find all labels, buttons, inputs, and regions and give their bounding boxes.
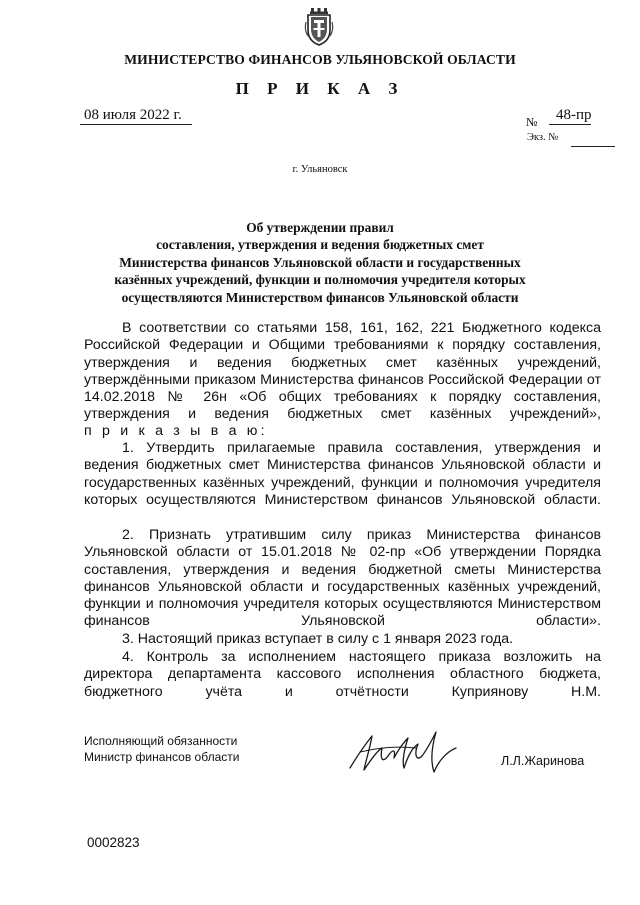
city: г. Ульяновск — [292, 164, 348, 175]
title-line: осуществляются Министерством финансов Ульяновской области — [121, 289, 519, 305]
handwritten-signature — [346, 728, 464, 776]
position-line: Министр финансов области — [84, 750, 240, 764]
copy-number-label: Экз. № — [527, 132, 559, 143]
position-line: Исполняющий обязанности — [84, 734, 238, 748]
item-2: 2. Признать утратившим силу приказ Министерства финансов Ульяновской области от 15.01.2018 № 02-пр «Об утверждении Порядка составления, утверждения и ведения бюджетной сметы Министерства финансов Ульяновской области и государственных казённых учреждений, функции и полномочия учредителя которых осуществляются Министерством финансов Ульяновской области». — [84, 527, 601, 630]
signer-name: Л.Л.Жаринова — [501, 754, 585, 768]
signatory-position — [84, 733, 239, 765]
document-number: 48-пр — [556, 107, 592, 123]
item-4: 4. Контроль за исполнением настоящего приказа возложить на директора департамента кассового исполнения областного бюджета, бюджетного учёта и отчётности Куприянову Н.М. — [84, 649, 601, 700]
date-underline — [80, 124, 192, 125]
document-title — [110, 219, 530, 306]
title-line: составления, утверждения и ведения бюджетных смет — [156, 237, 484, 253]
copy-number-underline — [571, 146, 615, 147]
title-line: Об утверждении правил — [246, 220, 394, 235]
number-underline — [549, 124, 591, 125]
registration-number: 0002823 — [87, 835, 140, 850]
item-1: 1. Утвердить прилагаемые правила составления, утверждения и ведения бюджетных смет Министерства финансов Ульяновской области и государственных казённых учреждений, функции и полномочия учредителя которых осуществляются Министерством финансов Ульяновской области. — [84, 440, 601, 508]
intro-paragraph: В соответствии со статьями 158, 161, 162, 221 Бюджетного кодекса Российской Федерации и Общими требованиями к порядку составления, утверждения и ведения бюджетных смет казённых учреждений, утверждёнными приказом Министерства финансов Российской Федерации от 14.02.2018 № 26н «Об общих требованиях к порядку составления, утверждения и ведения бюджетных смет казённых учреждений», — [84, 320, 601, 423]
document-date: 08 июля 2022 г. — [84, 107, 182, 123]
number-sign: № — [526, 115, 538, 129]
title-line: Министерства финансов Ульяновской области и государственных — [119, 254, 521, 270]
item-3: 3. Настоящий приказ вступает в силу с 1 января 2023 года. — [122, 631, 514, 647]
document-type: П Р И К А З — [235, 79, 405, 98]
title-line: казённых учреждений, функции и полномочия учредителя которых — [114, 272, 526, 288]
decree-word: п р и к а з ы в а ю: — [84, 423, 268, 439]
ministry-name: МИНИСТЕРСТВО ФИНАНСОВ УЛЬЯНОВСКОЙ ОБЛАСТИ — [124, 52, 516, 67]
coat-of-arms-icon — [304, 8, 334, 46]
